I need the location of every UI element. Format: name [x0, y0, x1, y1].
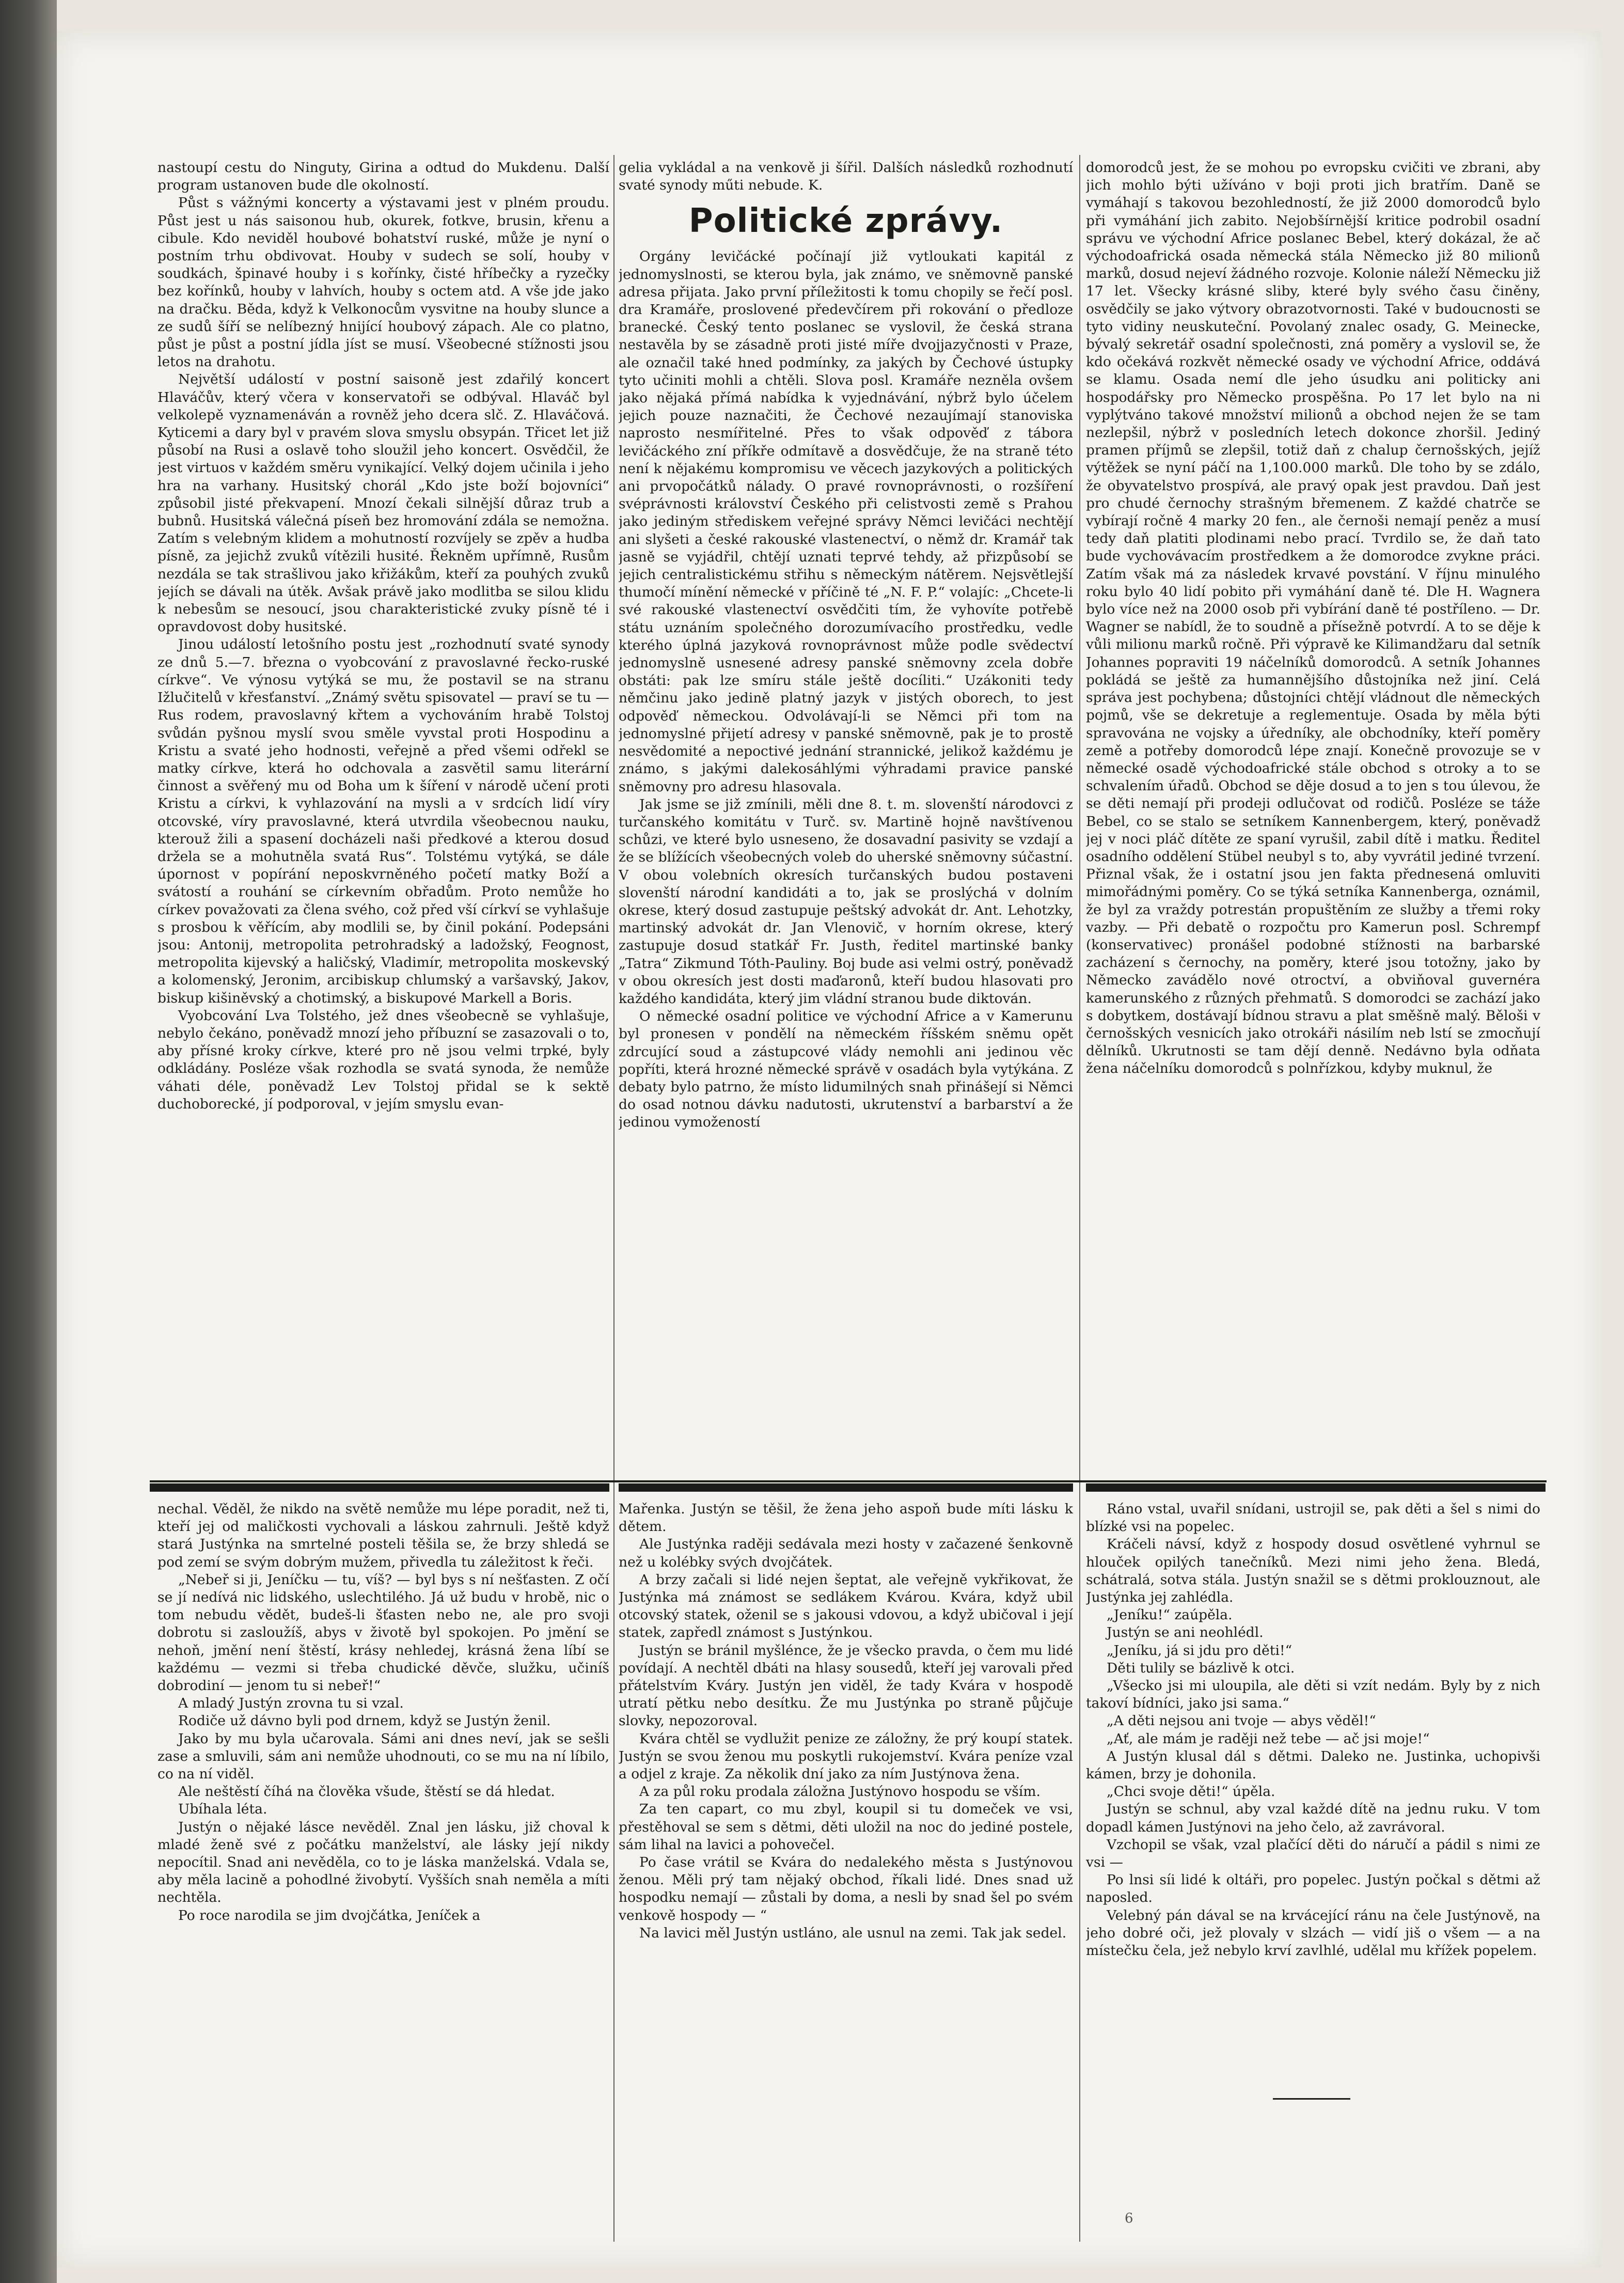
paragraph: Jako by mu byla učarovala. Sámi ani dnes neví, jak se sešli zase a smluvili, sám ani nemůže uhodnouti, co se mu na ní líbilo, co na ní viděl. [157, 1730, 609, 1782]
paragraph: Justýn se bránil myšlénce, že je všecko pravda, o čem mu lidé povídají. A nechtěl dbáti na hlasy sousedů, kteří jej varovali před přátelstvím Kváry. Justýn jen viděl, že tady Kvára v hospodě utratí pětku nebo desítku. Že mu Justýnka po straně půjčuje slovky, nepozoroval. [619, 1642, 1073, 1729]
paragraph: A za půl roku prodala záložna Justýnovo hospodu se vším. [639, 1784, 1040, 1800]
paragraph: „Ať, ale mám je raději než tebe — ač jsi moje!“ [1107, 1730, 1430, 1747]
article-column-3 [1086, 159, 1540, 1466]
paragraph: „A děti nejsou ani tvoje — abys věděl!“ [1107, 1713, 1376, 1729]
paragraph: Vzchopil se však, vzal plačící děti do náručí a pádil s nimi ze vsi — [1086, 1836, 1540, 1871]
paragraph: Velebný pán dával se na krvácející ránu na čele Justýnově, na jeho dobré oči, jež plovaly v slzách — vidí jiš o všem — a na místečku čela, jež nebylo krví zavlhlé, udělal mu křížek popelem. [1086, 1907, 1540, 1959]
feuilleton-column-2 [619, 1500, 1073, 2156]
article-column-1 [157, 159, 609, 1466]
feuilleton-column-1 [157, 1500, 609, 2156]
column-rule-1 [613, 155, 614, 2242]
feuilleton-separator-3 [1086, 1483, 1546, 1492]
article-column-2 [619, 159, 1073, 1466]
paragraph: Kvára chtěl se vydlužit penize ze záložny, že prý koupí statek. Justýn se svou ženou mu poskytli rukojemství. Kvára peníze vzal a odjel z kraje. Za několik dní jako za ním Justýnova žena. [619, 1730, 1073, 1782]
feuilleton-separator-thin [150, 1480, 1547, 1482]
paragraph: domorodců jest, že se mohou po evropsku cvičiti ve zbrani, aby jich mohlo býti užíváno v boji proti jich bratřím. Daně se vymáhají s takovou bezohledností, že již 2000 domorodců bylo při vymáhání jich zabito. Nejobšírnější kritice podrobil osadní správu ve východní Africe poslanec Bebel, který dokázal, že ač východoafrická osada německá stála Německo již 80 milionů marků, dosud nejeví žádného rozvoje. Kolonie náleží Německu již 17 let. Všecky krásné sliby, které byly svého času činěny, osvědčily se jako výtvory obrazotvornosti. Také v budoucnosti se tyto vidiny neuskuteční. Povolaný znalec osady, G. Meinecke, bývalý sekretář osadní společnosti, zná poměry a vyslovil se, že kdo očekává rozkvět německé osady ve východní Africe, oddává se klamu. Osada nemí dle jeho úsudku ani politicky ani hospodářsky pro Německo prospěšna. Po 17 let bylo na ni vyplýtváno takové množství milionů a obchod nejen že se tam nezlepšil, nýbrž v posledních letech dokonce zhoršil. Jediný pramen příjmů se zlepšil, totiž daň z chalup černošských, jejíž výtěžek se nyní páčí na 1,100.000 marků. Dle toho by se zdálo, že obyvatelstvo prospívá, ale pravý opak jest pravdou. Daň jest pro chudé černochy strašným břemenem. Z každé chatrče se vybírají ročně 4 marky 20 fen., ale černoši nemají peněz a musí tedy daň platiti plodinami nebo prací. Tvrdilo se, že daň tato bude vychovávacím prostředkem a že domorodce zvykne práci. Zatím však má za následek krvavé povstání. V říjnu minulého roku bylo 40 lidí pobito při vymáhání daně té. Dle H. Wagnera bylo více než na 2000 osob při vybírání daně té postříleno. — Dr. Wagner se nabídl, že to soudně a přísežně potvrdí. A to se děje k vůli milionu marků ročně. Při výpravě ke Kilimandžaru dal setník Johannes popraviti 19 náčelníků domorodců. A setník Johannes pokládá se ještě za humannějšího důstojníka než jiní. Celá správa jest pochybena; důstojníci chtějí vládnout dle německých pojmů, vše se dekretuje a reglementuje. Osada by měla býti spravována ne vojsky a úředníky, ale obchodníky, kteří poměry země a potřeby domorodců lépe znají. Konečně provozuje se v německé osadě východoafrické stále obchod s otroky a to se schvalením úřadů. Obchod se děje dosud a to jen s tou úlevou, že se děti nemají při prodeji odlučovat od rodičů. Posléze se táže Bebel, co se stalo se setníkem Kannenbergem, který, poněvadž jej v noci pláč dítěte ze spaní vyrušil, zabil dítě i matku. Ředitel osadního oddělení Stübel neubyl s to, aby vyvrátil jediné tvrzení. Přiznal však, že i ostatní jsou jen fakta přednesená omluviti mimořádnými poměry. Co se týká setníka Kannenberga, oznámil, že byl za vraždy potrestán propuštěním ze služby a třemi roky vazby. — Při debatě o rozpočtu pro Kamerun posl. Schrempf (konservativec) pronášel podobné stížnosti na barbarské zacházení s černochy, na poměry, které jsou totožny, jako by Německo zavádělo nové otroctví, a obviňoval guvernéra kamerunského z různých přehmatů. S domorodci se zachází jako s dobytkem, dostávají bídnou stravu a plat směšně malý. Běloši v černošských vesnicích jako otrokáři násilím neb lstí se zmocňují dělníků. Ukrutnosti se tam dějí denně. Nedávno byla odňata žena náčelníku domorodců s polnřízkou, kdyby muknul, že [1086, 160, 1540, 1077]
paragraph: „Nebeř si ji, Jeníčku — tu, víš? — byl bys s ní nešťasten. Z očí se jí nedívá nic lidského, uslechtilého. Já už budu v hrobě, nic o tom nebudu vědět, budeš-li šťasten nebo ne, ale pro svoji dobrotu si zasloužíš, abys v životě byl spokojen. Po jmění se nehoň, jmění není štěstí, krásy nehledej, krásná žena líbí se každému — vezmi si třeba chudické děvče, služku, učiníš dobrodiní — jenom tu si nebeř!“ [157, 1571, 609, 1694]
paragraph: A Justýn klusal dál s dětmi. Daleko ne. Justinka, uchopivši kámen, brzy je dohonila. [1086, 1748, 1540, 1782]
page-number: 6 [1125, 2211, 1133, 2226]
paragraph: nechal. Věděl, že nikdo na světě nemůže mu lépe poradit, než ti, kteří jej od maličkosti vychovali a láskou zahrnuli. Ještě když stará Justýnka na smrtelné posteli těšila se, že brzy shledá se pod zemí se svým dobrým mužem, přivedla tu záležitost k řeči. [157, 1501, 609, 1570]
paragraph: Justýn se ani neohlédl. [1107, 1624, 1264, 1641]
paragraph: nastoupí cestu do Ninguty, Girina a odtud do Mukdenu. Další program ustanoven bude dle okolností. [157, 160, 609, 194]
paragraph: Po lnsi síi lidé k oltáři, pro popelec. Justýn počkal s dětmi až naposled. [1086, 1872, 1540, 1906]
feuilleton-separator-2 [619, 1483, 1073, 1492]
paragraph: A mladý Justýn zrovna tu si vzal. [178, 1695, 404, 1712]
paragraph: Za ten capart, co mu zbyl, koupil si tu domeček ve vsi, přestěhoval se sem s dětmi, děti uložil na noc do jediné postele, sám lihal na lavici a pohovečel. [619, 1801, 1073, 1853]
paragraph: Ubíhala léta. [178, 1801, 267, 1818]
paragraph: Justýn se schnul, aby vzal každé dítě na jednu ruku. V tom dopadl kámen Justýnovi na jeho čelo, až zavrávoral. [1086, 1801, 1540, 1835]
paragraph: Ale neštěstí číhá na člověka všude, štěstí se dá hledat. [178, 1784, 555, 1800]
paragraph: A brzy začali si lidé nejen šeptat, ale veřejně vykřikovat, že Justýnka má známost se sedlákem Kvárou. Kvára, když ubil otcovský statek, oženil se s jakousi vdovou, a když ubičoval i její statek, zapředl známost s Justýnkou. [619, 1571, 1073, 1641]
end-rule [1273, 2098, 1350, 2100]
feuilleton-separator-1 [150, 1483, 609, 1492]
paragraph: „Chci svoje děti!“ úpěla. [1107, 1784, 1275, 1800]
paragraph: Po roce narodila se jim dvojčátka, Jeníček a [178, 1907, 481, 1924]
paragraph: Jinou událostí letošního postu jest „rozhodnutí svaté synody ze dnů 5.—7. března o vyobcování z pravoslavné řecko-ruské církve“. Ve výnosu vytýká se mu, že postavil se na stranu Ižlučitelů v křesťanství. „Známý světu spisovatel — praví se tu — Rus rodem, pravoslavný křtem a vychováním hrabě Tolstoj svůdán pyšnou myslí svou směle vyvstal proti Hospodinu a Kristu a svaté jeho hodnosti, veřejně a před všemi odřekl se matky církve, která ho odchovala a zasvětil samu literární činnost a svěřený mu od Boha um k šíření v národě učení proti Kristu a církvi, k vyhlazování na mysli a v srdcích lidí víry otcovské, víry pravoslavné, která utvrdila všeobecnou nauku, kterouž žili a spasení docházeli naši předkové a kterou dosud držela se a mohutněla svatá Rus“. Tolstému vytýká, se dále úpornost v popírání neposkvrněného početí matky Boží a svátostí a rouhání se církevním obřadům. Proto nemůže ho církev považovati za člena svého, což před vší církví se vyhlašuje s prosbou k věřícím, aby modlili se, by činil pokání. Podepsáni jsou: Antonij, metropolita petrohradský a ladožský, Feognost, metropolita kijevský a haličský, Vladimír, metropolita moskevský a kolomenský, Jeronim, arcibiskup chlumský a varšavský, Jakov, biskup kišiněvský a chotimský, a biskupové Markell a Boris. [157, 636, 609, 1006]
paragraph: Orgány levičácké počínají již vytloukati kapitál z jednomyslnosti, se kterou byla, jak známo, ve sněmovně panské adresa přijata. Jako první příležitosti k tomu chopily se řečí posl. dra Kramáře, proslovené předevčírem při rokování o předloze branecké. Český tento poslanec se vyslovil, že česká strana nestavěla by se zásadně proti jisté míře dvojjazyčnosti v Praze, ale označil také hned podmínky, za jakých by Čechové ústupky tyto učiniti mohli a chtěli. Slova posl. Kramáře nezněla ovšem jako nějaká přímá nabídka k vyjednávání, nýbrž bylo účelem jejich pouze naznačiti, že Čechové nezaujímají stanoviska naprosto nesmířitelné. Přes to však odpověď z tábora levičáckého zní příkře odmítavě a dosvědčuje, že na straně této není k nějakému kompromisu ve věcech jazykových a politických ani prvopočátků nálady. O pravé rovnoprávnosti, o rozšíření svéprávnosti království Českého při celistvosti země s Prahou jako jediným střediskem veřejné správy Němci levičáci nechtějí ani slyšeti a české rakouské vlastenectví, o němž dr. Kramář tak jasně se vyjádřil, chtějí uznati teprvé tehdy, až přizpůsobí se jejich centralistickému střihu s německým nátěrem. Nejsvětlejší thumočí mínění německé v příčině té „N. F. P.“ volajíc: „Chcete-li své rakouské vlastenectví osvědčiti tím, že vyhovíte potřebě státu uznáním společného dorozumívacího prostředku, vedle kterého úplná jazyková rovnoprávnost může podle svědectví jednomyslně usnesené adresy panské sněmovny zcela dobře obstáti: pak lze smíru stále ještě docíliti.“ Uzákoniti tedy němčinu jako jedině platný jazyk v jistých oborech, to jest odpověď německou. Odvolávají-li se Němci při tom na jednomyslné přijetí adresy v panské sněmovně, pak je to prostě nesvědomité a nepoctivé jednání strannické, jelikož každému je známo, s jakými dalekosáhlými výhradami pravice panské sněmovny pro adresu hlasovala. [619, 248, 1073, 795]
paragraph: Vyobcování Lva Tolstého, jež dnes všeobecně se vyhlašuje, nebylo čekáno, poněvadž mnozí jeho příbuzní se zasazovali o to, aby přísné kroky církve, které pro ně jsou velmi trpké, byly odkládány. Posléze však rozhodla se svatá synoda, že nemůže váhati déle, poněvadž Lev Tolstoj přidal se k sektě duchoborecké, jí podporoval, v jejím smyslu evan- [157, 1007, 609, 1112]
paragraph: Po čase vrátil se Kvára do nedalekého města s Justýnovou ženou. Měli prý tam nějaký obchod, říkali lidé. Dnes snad už hospodku nemají — zůstali by doma, a nesli by snad šel po svém venkově hospody — “ [619, 1854, 1073, 1924]
paragraph: Kráčeli návsí, když z hospody dosud osvětlené vyhrnul se hlouček opilých tanečníků. Mezi nimi jeho žena. Bledá, schátralá, sotva stála. Justýn snažil se s dětmi proklouznout, ale Justýnka jej zahlédla. [1086, 1536, 1540, 1606]
paragraph: Mařenka. Justýn se těšil, že žena jeho aspoň bude míti lásku k dětem. [619, 1501, 1073, 1535]
paragraph: Ale Justýnka raději sedávala mezi hosty v začazené šenkovně než u kolébky svých dvojčátek. [619, 1536, 1073, 1570]
paragraph: „Jeníku!“ zaúpěla. [1107, 1607, 1233, 1623]
paragraph: „Všecko jsi mi uloupila, ale děti si vzít nedám. Byly by z nich takoví bídníci, jako jsi sama.“ [1086, 1678, 1540, 1712]
paragraph: Jak jsme se již zmínili, měli dne 8. t. m. slovenští národovci z turčanského komitátu v Turč. sv. Martině hojně navštívenou schůzi, ve které bylo usneseno, že dosavadní pasivity se vzdají a že se blížících všeobecných voleb do uherské sněmovny súčastní. V obou volebních okresích turčanských budou postaveni slovenští národní kandidáti a to, jak se proslýchá v dolním okrese, který dosud zastupuje peštský advokát dr. Ant. Lehotzky, martinský advokát dr. Jan Vlenovič, v horním okrese, který zastupuje dosud statkář Fr. Justh, ředitel martinské banky „Tatra“ Zikmund Tóth-Pauliny. Boj bude asi velmi ostrý, poněvadž v obou okresích jest dosti maďaronů, kteří budou hlasovati pro každého kandidáta, který jim vládní stranou bude diktován. [619, 796, 1073, 1007]
paragraph: Justýn o nějaké lásce nevěděl. Znal jen lásku, již choval k mladé ženě své z počátku manželství, ale lásky její nikdy nepocítil. Snad ani nevěděla, co to je láska manželská. Vdala se, aby měla lacině a pohodlné živobytí. Vyšších snah neměla a míti nechtěla. [157, 1819, 609, 1906]
feuilleton-column-3 [1086, 1500, 1540, 1965]
column-rule-2 [1079, 155, 1080, 2242]
paragraph: Ráno vstal, uvařil snídani, ustrojil se, pak děti a šel s nimi do blízké vsi na popelec. [1086, 1501, 1540, 1535]
paragraph: Děti tulily se bázlivě k otci. [1107, 1660, 1295, 1676]
paragraph: Rodiče už dávno byli pod drnem, když se Justýn ženil. [178, 1713, 551, 1729]
paragraph: Půst s vážnými koncerty a výstavami jest v plném proudu. Půst jest u nás saisonou hub, okurek, fotkve, brusin, křenu a cibule. Kdo neviděl houbové bohatství ruské, může je nyní o postním trhu obdivovat. Houby v sudech se solí, houby v soudkách, špinavé houby i s kořínky, čisté hříbečky a ryzečky bez kořínků, houby v lahvích, houby s octem atd. A vše jde jako na dračku. Běda, když k Velkonocům vysvitne na houby slunce a ze sudů šíří se nelíbezný hnijící houbový zápach. Ale co platno, půst je půst a postní jídla jíst se musí. Všeobecné stížnosti jsou letos na drahotu. [157, 195, 609, 370]
paragraph: „Jeníku, já si jdu pro děti!“ [1107, 1642, 1292, 1659]
paragraph: Na lavici měl Justýn ustláno, ale usnul na zemi. Tak jak sedel. [639, 1925, 1067, 1941]
paragraph: Největší událostí v postní saisoně jest zdařilý koncert Hlaváčův, který včera v konservatoři se odbýval. Hlaváč byl velkolepě vyznamenáván a rovněž jeho dcera slč. Z. Hlaváčová. Kyticemi a dary byl v pravém slova smyslu obsypán. Třicet let již působí na Rusi a oslavě toho sloužil jeho koncert. Osvědčil, že jest virtuos v každém směru vynikající. Velký dojem učinila i jeho hra na varhany. Husitský chorál „Kdo jste boží bojovníci“ způsobil jisté překvapení. Mnozí čekali silnější důraz trub a bubnů. Husitská válečná píseň bez hromování zdála se nemožna. Zatím s velebným klidem a mohutností rozvíjely se zpěv a hudba písně, za jejichž zvuků vítězili husité. Řekněm upřímně, Rusům nezdála se tak strašlivou jako křižákům, kteří za pouhých zvuků jejích se dávali na útěk. Avšak právě jako modlitba se silou klidu k nebesům se nesoucí, jsou charakteristické zvuky písně té i opravdovost doby husitské. [157, 371, 609, 635]
section-heading: Politické zprávy. [688, 202, 1003, 241]
paragraph: gelia vykládal a na venkově ji šířil. Dalších následků rozhodnutí svaté synody műti nebude. K. [619, 160, 1073, 194]
page-binding [0, 0, 57, 2283]
paragraph: O německé osadní politice ve východní Africe a v Kamerunu byl pronesen v pondělí na německém říšském sněmu opět zdrcující soud a zástupcové vlády nemohli ani jedinou věc popříti, která hrozné německé správě v osadách byla vytýkána. Z debaty bylo patrno, že místo lidumilných snah přinášejí si Němci do osad notnou dávku nadutosti, ukrutenství a barbarství a že jedinou vymožeností [619, 1008, 1073, 1131]
